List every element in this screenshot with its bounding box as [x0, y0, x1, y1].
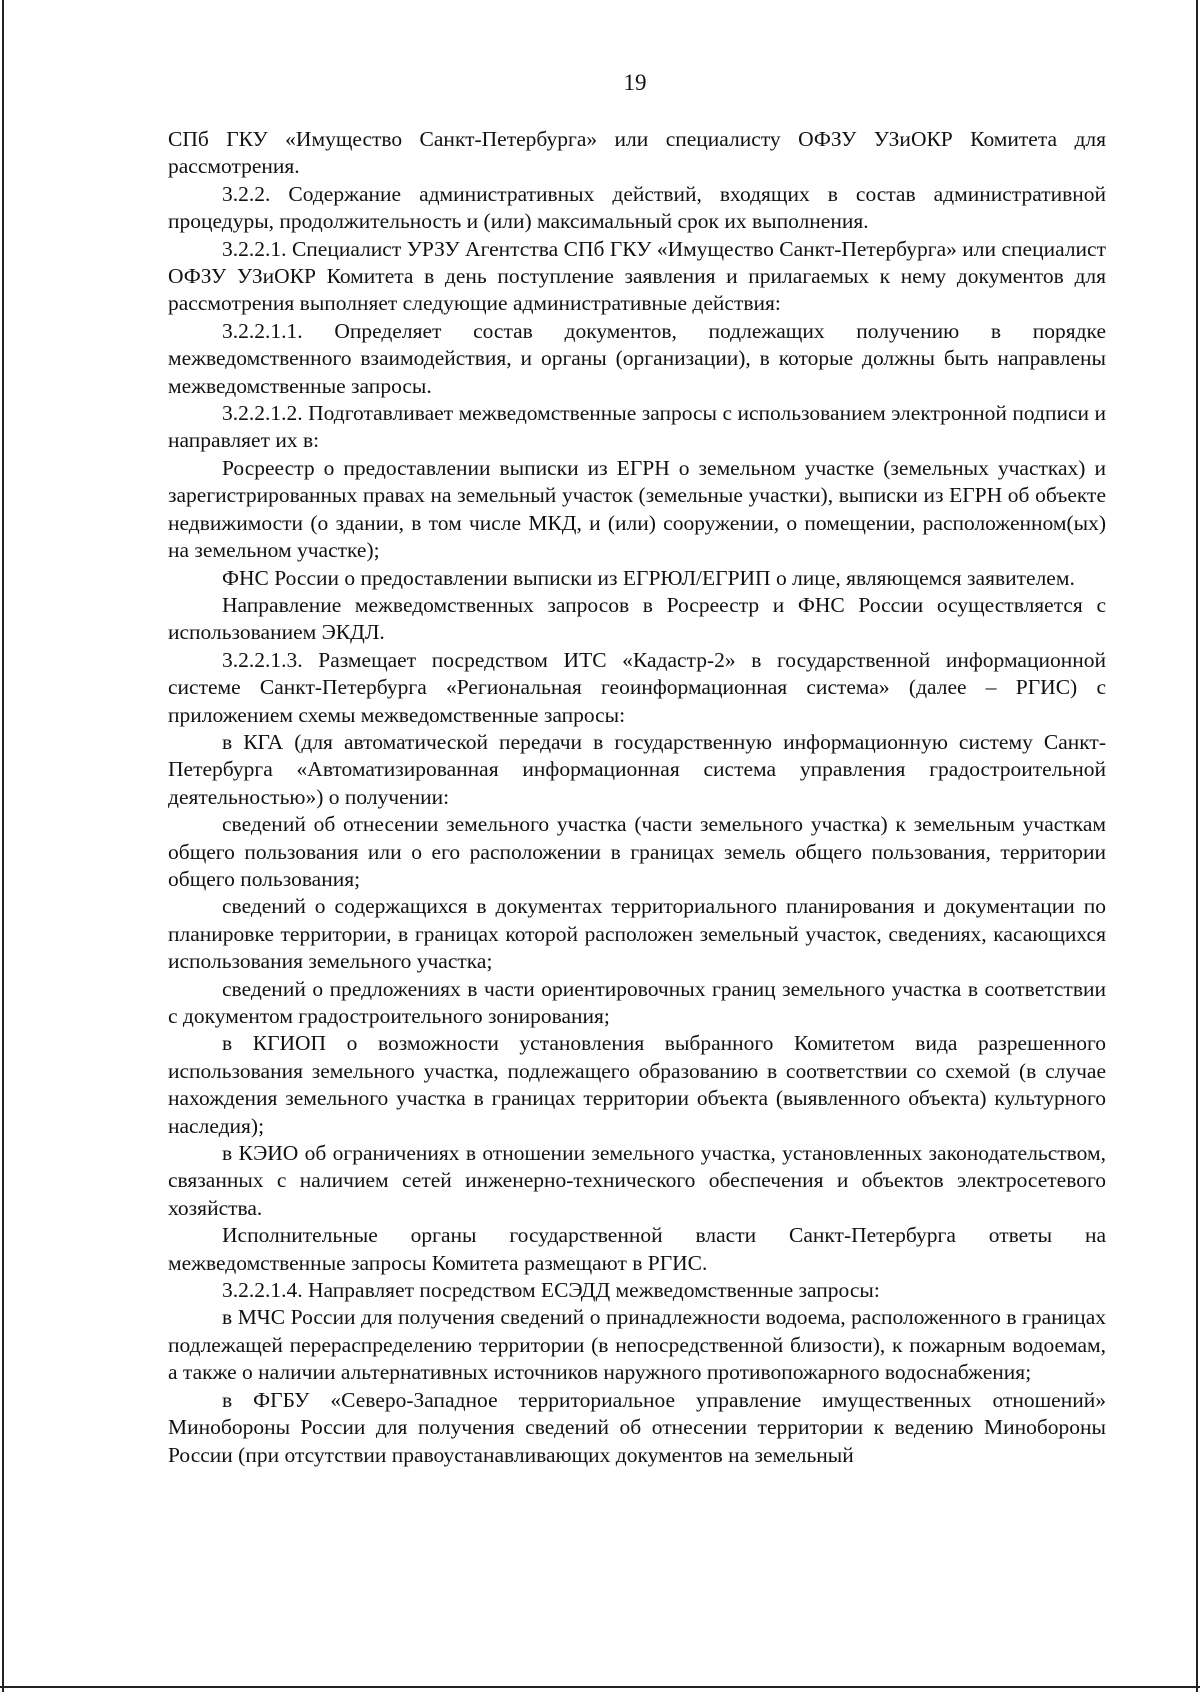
scan-bottom-edge: [0, 1686, 1200, 1688]
paragraph: Росреестр о предоставлении выписки из ЕГРН о земельном участке (земельных участках) и зарегистрированных правах на земельный участок (земельные участки), выписки из ЕГРН об объекте недвижимости (о здании, в том числе МКД, и (или) сооружении, о помещении, расположенном(ых) на земельном участке);: [168, 455, 1106, 563]
paragraph: ФНС России о предоставлении выписки из ЕГРЮЛ/ЕГРИП о лице, являющемся заявителем.: [222, 565, 1075, 590]
paragraph: сведений об отнесении земельного участка (части земельного участка) к земельным участкам общего пользования или о его расположении в границах земель общего пользования, территории общего пользования;: [168, 812, 1106, 891]
paragraph: сведений о содержащихся в документах территориального планирования и документации по планировке территории, в границах которой расположен земельный участок, сведениях, касающихся использования земельного участка;: [168, 894, 1106, 974]
paragraph: в ФГБУ «Северо-Западное территориальное управление имущественных отношений» Минобороны России для получения сведений об отнесении территории к ведению Минобороны России (при отсутствии правоустанавливающих документов на земельный: [168, 1387, 1106, 1467]
paragraph: Исполнительные органы государственной власти Санкт-Петербурга ответы на межведомственные запросы Комитета размещают в РГИС.: [168, 1223, 1106, 1275]
paragraph: СПб ГКУ «Имущество Санкт-Петербурга» или специалисту ОФЗУ УЗиОКР Комитета для рассмотрения.: [168, 127, 1106, 179]
paragraph: 3.2.2.1.1. Определяет состав документов, подлежащих получению в порядке межведомственного взаимодействия, и органы (организации), в которые должны быть направлены межведомственные запросы.: [168, 318, 1106, 398]
paragraph: в КЭИО об ограничениях в отношении земельного участка, установленных законодательством, связанных с наличием сетей инженерно-технического обеспечения и объектов электросетевого хозяйства.: [168, 1141, 1106, 1220]
paragraph: 3.2.2.1.2. Подготавливает межведомственные запросы с использованием электронной подписи и направляет их в:: [168, 401, 1106, 453]
paragraph: в КГА (для автоматической передачи в государственную информационную систему Санкт-Петербурга «Автоматизированная информационная система управления градостроительной деятельностью») о получении:: [168, 729, 1106, 809]
paragraph: сведений о предложениях в части ориентировочных границ земельного участка в соответствии с документом градостроительного зонирования;: [168, 976, 1106, 1028]
paragraph: 3.2.2.1.3. Размещает посредством ИТС «Кадастр-2» в государственной информационной системе Санкт-Петербурга «Региональная геоинформационная система» (далее – РГИС) с приложением схемы межведомственные запросы:: [168, 647, 1106, 727]
scan-right-edge: [1196, 0, 1198, 1692]
paragraph: Направление межведомственных запросов в Росреестр и ФНС России осуществляется с использованием ЭКДЛ.: [168, 592, 1106, 645]
page-number: 19: [623, 70, 647, 95]
paragraph: в МЧС России для получения сведений о принадлежности водоема, расположенного в границах подлежащей перераспределению территории (в непосредственной близости), к пожарным водоемам, а также о наличии альтернативных источников наружного противопожарного водоснабжения;: [168, 1305, 1106, 1385]
paragraph: в КГИОП о возможности установления выбранного Комитетом вида разрешенного использования земельного участка, подлежащего образованию в соответствии со схемой (в случае нахождения земельного участка в границах территории объекта (выявленного объекта) культурного наследия);: [168, 1031, 1106, 1138]
paragraph: 3.2.2.1. Специалист УРЗУ Агентства СПб ГКУ «Имущество Санкт-Петербурга» или специалист ОФЗУ УЗиОКР Комитета в день поступление заявления и прилагаемых к нему документов для рассмотрения выполняет следующие административные действия:: [168, 236, 1106, 316]
document-body: [168, 126, 1106, 1469]
scan-left-edge: [2, 0, 4, 1692]
paragraph: 3.2.2. Содержание административных действий, входящих в состав административной процедуры, продолжительность и (или) максимальный срок их выполнения.: [168, 181, 1106, 234]
paragraph: 3.2.2.1.4. Направляет посредством ЕСЭДД межведомственные запросы:: [222, 1278, 880, 1303]
